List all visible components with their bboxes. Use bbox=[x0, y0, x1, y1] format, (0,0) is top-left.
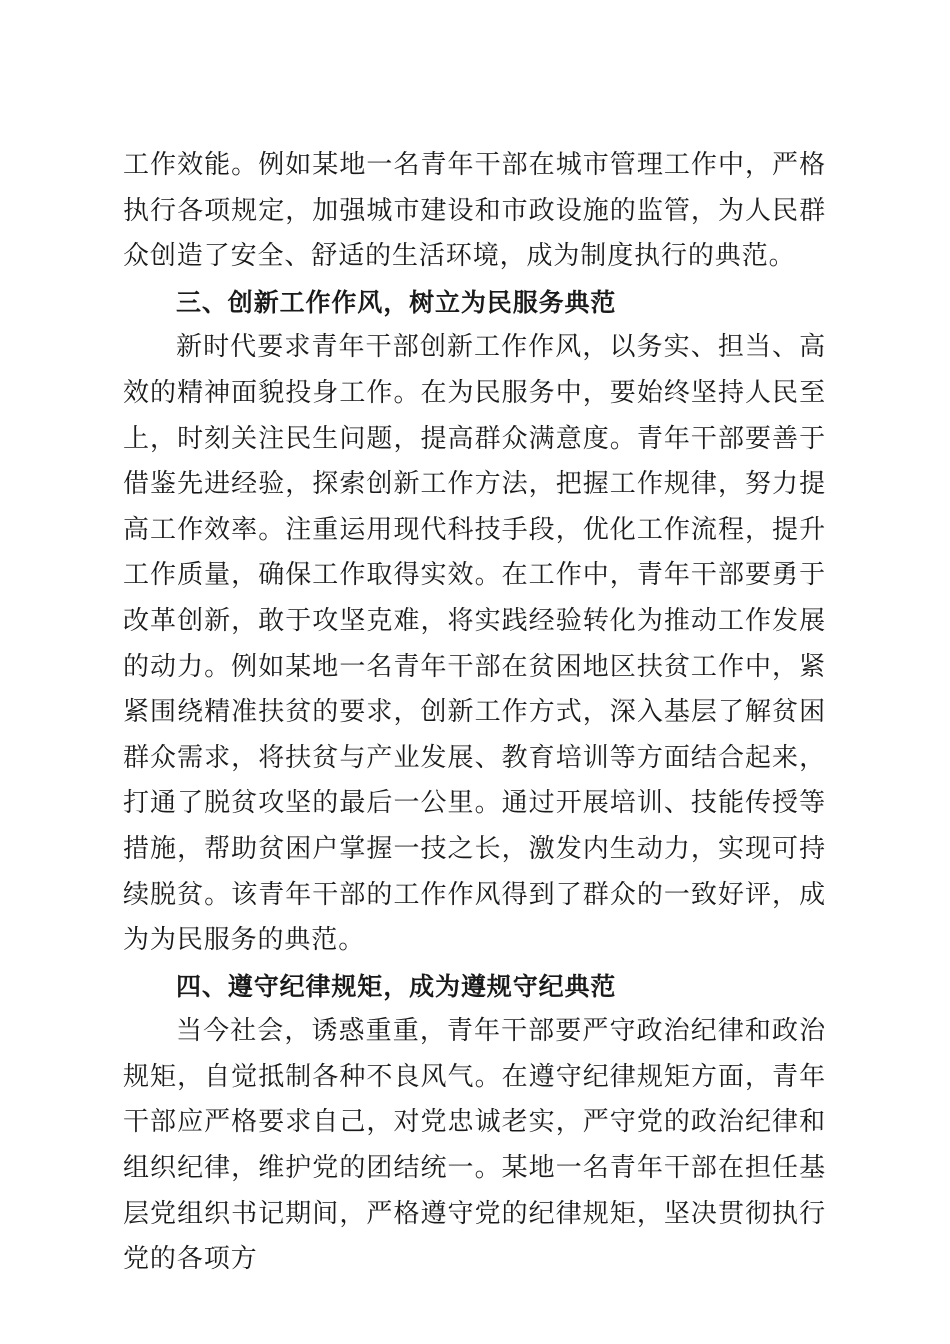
section-paragraph-3: 新时代要求青年干部创新工作作风，以务实、担当、高效的精神面貌投身工作。在为民服务中，要始终坚持人民至上，时刻关注民生问题，提高群众满意度。青年干部要善于借鉴先进经验，探索创新工作方法，把握工作规律，努力提高工作效率。注重运用现代科技手段，优化工作流程，提升工作质量，确保工作取得实效。在工作中，青年干部要勇于改革创新，敢于攻坚克难，将实践经验转化为推动工作发展的动力。例如某地一名青年干部在贫困地区扶贫工作中，紧紧围绕精准扶贫的要求，创新工作方式，深入基层了解贫困群众需求，将扶贫与产业发展、教育培训等方面结合起来，打通了脱贫攻坚的最后一公里。通过开展培训、技能传授等措施，帮助贫困户掌握一技之长，激发内生动力，实现可持续脱贫。该青年干部的工作作风得到了群众的一致好评，成为为民服务的典范。 bbox=[123, 332, 826, 956]
section-heading-4: 四、遵守纪律规矩，成为遵规守纪典范 bbox=[176, 971, 617, 1001]
section-paragraph-4: 当今社会，诱惑重重，青年干部要严守政治纪律和政治规矩，自觉抵制各种不良风气。在遵守纪律规矩方面，青年干部应严格要求自己，对党忠诚老实，严守党的政治纪律和组织纪律，维护党的团结统一。某地一名青年干部在担任基层党组织书记期间，严格遵守党的纪律规矩，坚决贯彻执行党的各项方 bbox=[123, 1016, 826, 1275]
document-body bbox=[123, 143, 826, 1283]
continuation-paragraph: 工作效能。例如某地一名青年干部在城市管理工作中，严格执行各项规定，加强城市建设和市政设施的监管，为人民群众创造了安全、舒适的生活环境，成为制度执行的典范。 bbox=[123, 150, 826, 272]
section-heading-3: 三、创新工作作风，树立为民服务典范 bbox=[176, 287, 617, 317]
